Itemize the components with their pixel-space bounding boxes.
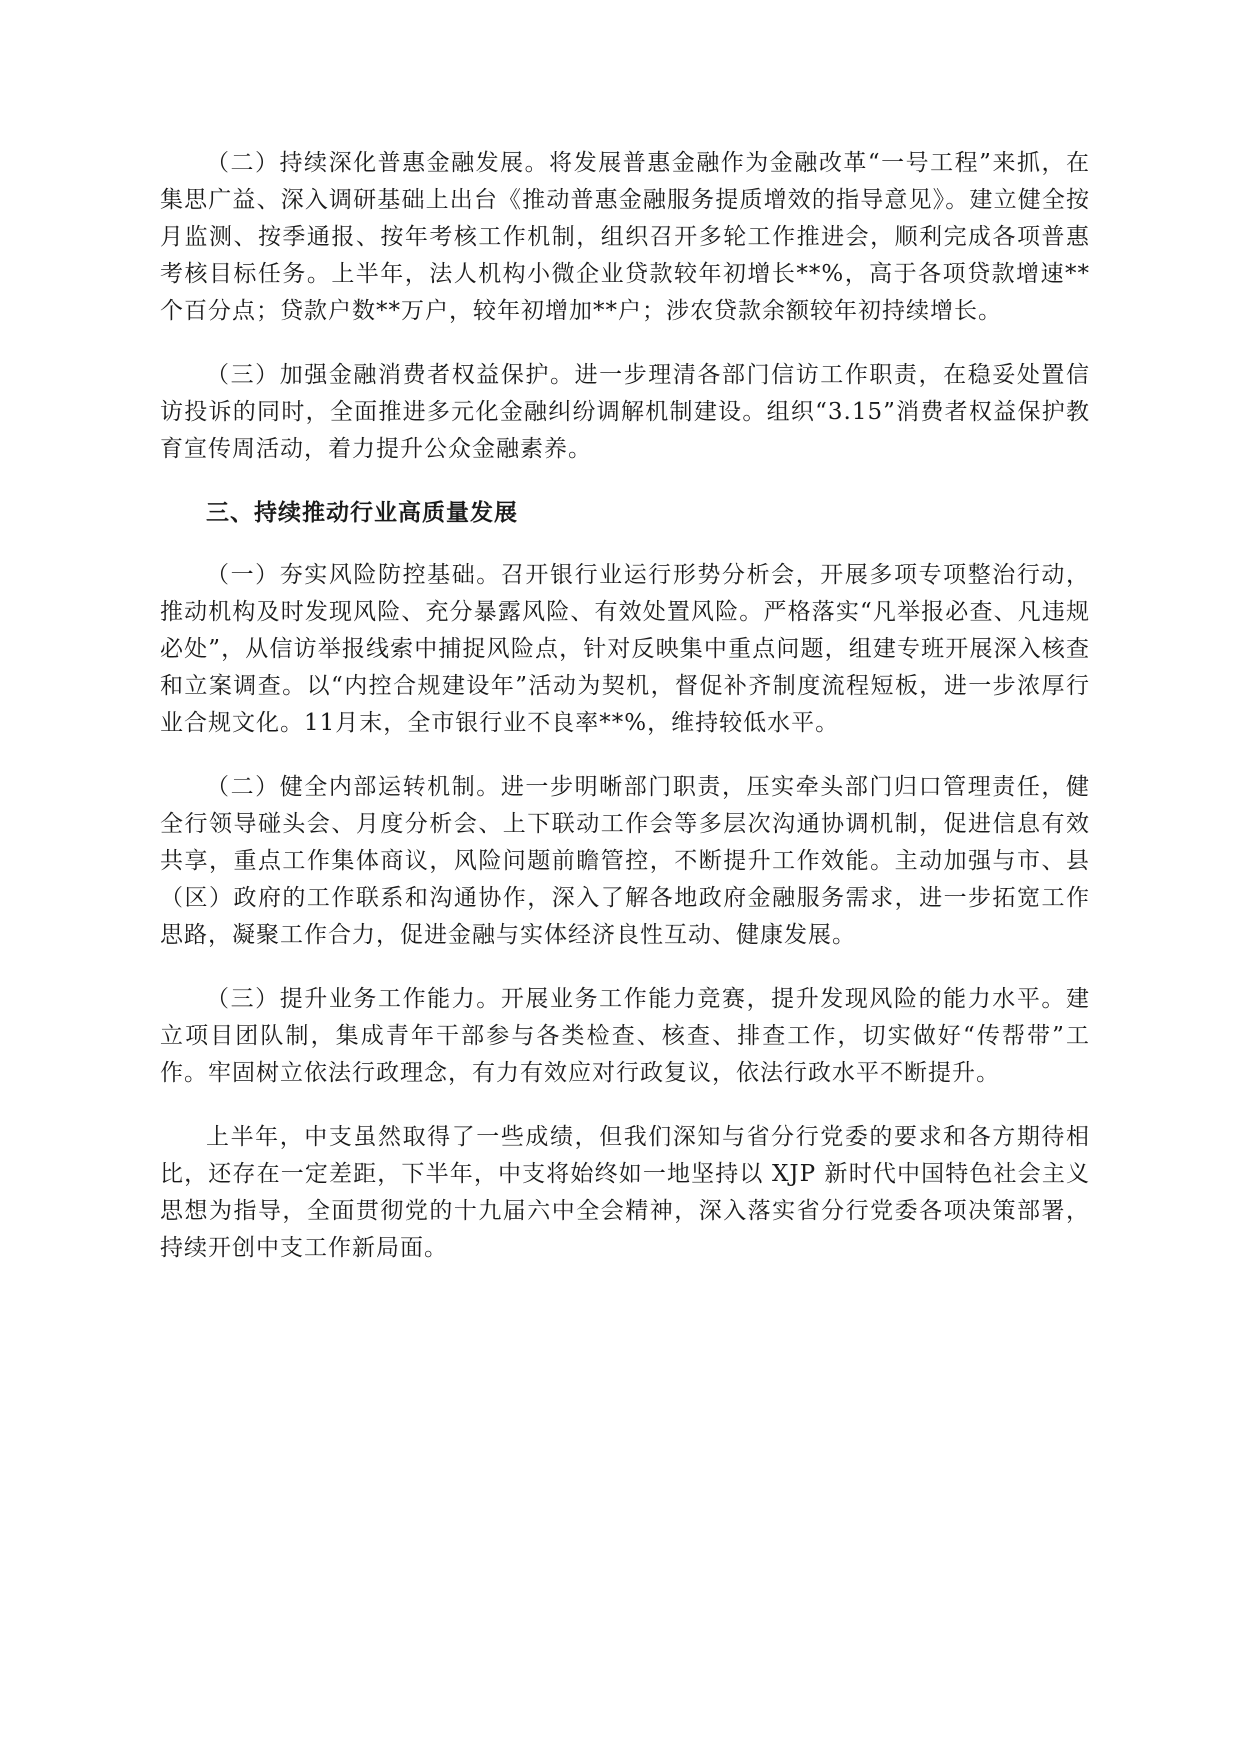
paragraph-summary: 上半年，中支虽然取得了一些成绩，但我们深知与省分行党委的要求和各方期待相比，还存在一定差距，下半年，中支将始终如一地坚持以 XJP 新时代中国特色社会主义思想为指导，全面贯彻党的十九届六中全会精神，深入落实省分行党委各项决策部署，持续开创中支工作新局面。 [160,1124,1090,1261]
section-heading-3: 三、持续推动行业高质量发展 [206,500,518,526]
paragraph-inclusive-finance: （二）持续深化普惠金融发展。将发展普惠金融作为金融改革“一号工程”来抓，在集思广益、深入调研基础上出台《推动普惠金融服务提质增效的指导意见》。建立健全按月监测、按季通报、按年考核工作机制，组织召开多轮工作推进会，顺利完成各项普惠考核目标任务。上半年，法人机构小微企业贷款较年初增长**%，高于各项贷款增速**个百分点；贷款户数**万户，较年初增加**户；涉农贷款余额较年初持续增长。 [160,150,1090,324]
paragraph-business-capability: （三）提升业务工作能力。开展业务工作能力竞赛，提升发现风险的能力水平。建立项目团队制，集成青年干部参与各类检查、核查、排查工作，切实做好“传帮带”工作。牢固树立依法行政理念，有力有效应对行政复议，依法行政水平不断提升。 [160,986,1090,1086]
paragraph-internal-mechanism: （二）健全内部运转机制。进一步明晰部门职责，压实牵头部门归口管理责任，健全行领导碰头会、月度分析会、上下联动工作会等多层次沟通协调机制，促进信息有效共享，重点工作集体商议，风险问题前瞻管控，不断提升工作效能。主动加强与市、县（区）政府的工作联系和沟通协作，深入了解各地政府金融服务需求，进一步拓宽工作思路，凝聚工作合力，促进金融与实体经济良性互动、健康发展。 [160,774,1090,948]
paragraph-risk-control: （一）夯实风险防控基础。召开银行业运行形势分析会，开展多项专项整治行动，推动机构及时发现风险、充分暴露风险、有效处置风险。严格落实“凡举报必查、凡违规必处”，从信访举报线索中捕捉风险点，针对反映集中重点问题，组建专班开展深入核查和立案调查。以“内控合规建设年”活动为契机，督促补齐制度流程短板，进一步浓厚行业合规文化。11月末，全市银行业不良率**%，维持较低水平。 [160,562,1090,736]
document-page [160,145,1090,1294]
paragraph-consumer-protection: （三）加强金融消费者权益保护。进一步理清各部门信访工作职责，在稳妥处置信访投诉的同时，全面推进多元化金融纠纷调解机制建设。组织“3.15”消费者权益保护教育宣传周活动，着力提升公众金融素养。 [160,362,1090,462]
